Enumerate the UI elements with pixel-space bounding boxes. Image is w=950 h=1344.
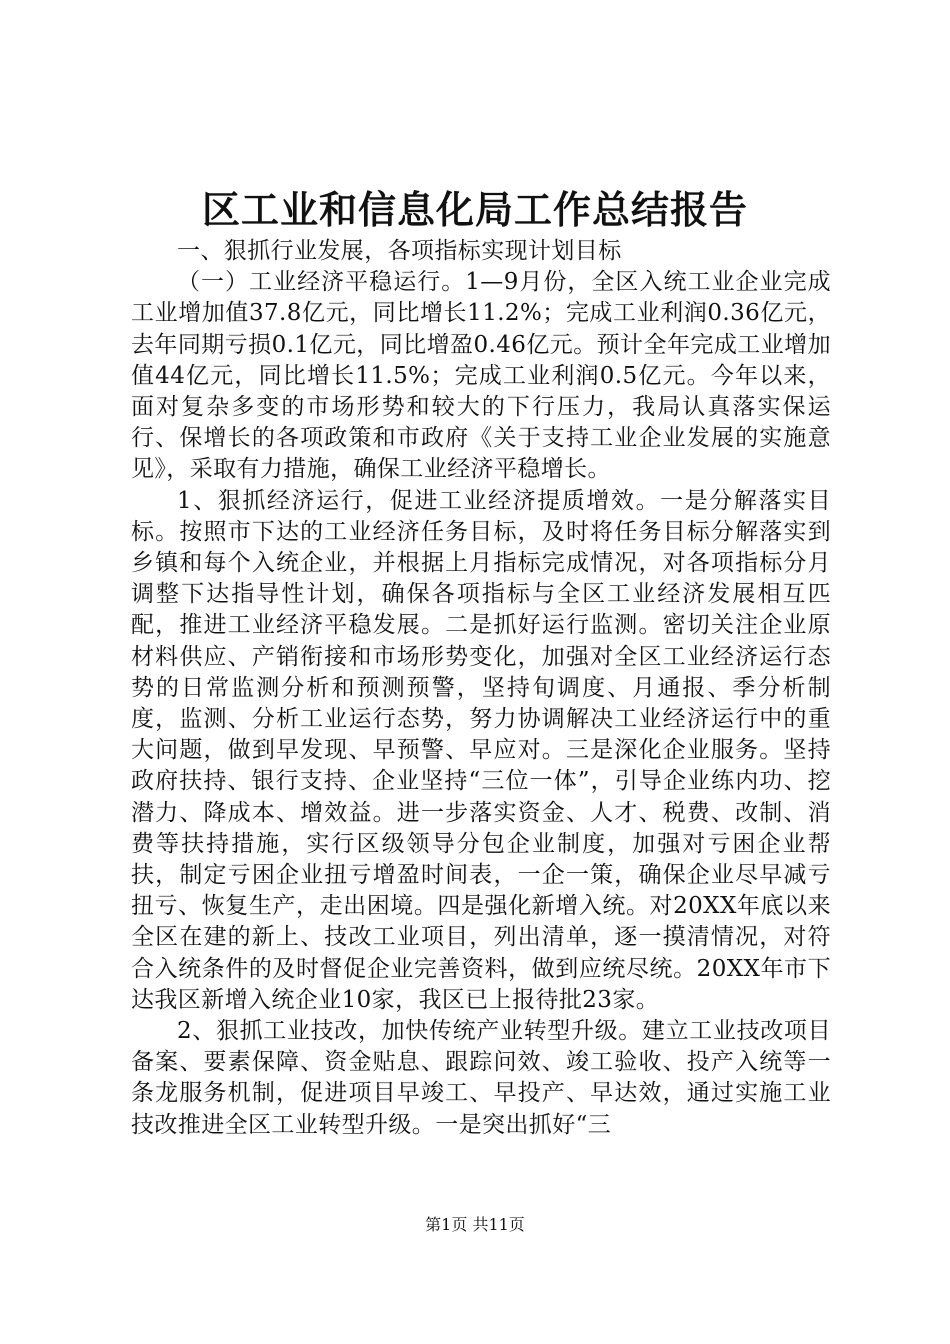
paragraph-technical-upgrade: 2、狠抓工业技改，加快传统产业转型升级。建立工业技改项目备案、要素保障、资金贴息、跟踪问效、竣工验收、投产入统等一条龙服务机制，促进项目早竣工、早投产、早达效，通过实施工业技改推进全区工业转型升级。一是突出抓好“三 <box>131 1018 831 1138</box>
paragraph-industrial-economy: （一）工业经济平稳运行。1—9月份，全区入统工业企业完成工业增加值37.8亿元，同比增长11.2%；完成工业利润0.36亿元，去年同期亏损0.1亿元，同比增盈0.46亿元。预计全年完成工业增加值44亿元，同比增长11.5%；完成工业利润0.5亿元。今年以来，面对复杂多变的市场形势和较大的下行压力，我局认真落实保运行、保增长的各项政策和市政府《关于支持工业企业发展的实施意见》，采取有力措施，确保工业经济平稳增长。 <box>131 269 831 483</box>
document-title: 区工业和信息化局工作总结报告 <box>201 187 748 232</box>
section-heading: 一、狠抓行业发展，各项指标实现计划目标 <box>177 238 622 264</box>
page-indicator: 第1页 共11页 <box>425 1215 525 1234</box>
page-footer <box>0 1215 950 1235</box>
document-body <box>131 236 831 1141</box>
paragraph-economic-operation: 1、狠抓经济运行，促进工业经济提质增效。一是分解落实目标。按照市下达的工业经济任务目标，及时将任务目标分解落实到乡镇和每个入统企业，并根据上月指标完成情况，对各项指标分月调整下达指导性计划，确保各项指标与全区工业经济发展相互匹配，推进工业经济平稳发展。二是抓好运行监测。密切关注企业原材料供应、产销衔接和市场形势变化，加强对全区工业经济运行态势的日常监测分析和预测预警，坚持旬调度、月通报、季分析制度，监测、分析工业运行态势，努力协调解决工业经济运行中的重大问题，做到早发现、早预警、早应对。三是深化企业服务。坚持政府扶持、银行支持、企业坚持“三位一体”，引导企业练内功、挖潜力、降成本、增效益。进一步落实资金、人才、税费、改制、消费等扶持措施，实行区级领导分包企业制度，加强对亏困企业帮扶，制定亏困企业扭亏增盈时间表，一企一策，确保企业尽早减亏扭亏、恢复生产，走出困境。四是强化新增入统。对20XX年底以来全区在建的新上、技改工业项目，列出清单，逐一摸清情况，对符合入统条件的及时督促企业完善资料，做到应统尽统。20XX年市下达我区新增入统企业10家，我区已上报待批23家。 <box>131 487 831 1013</box>
